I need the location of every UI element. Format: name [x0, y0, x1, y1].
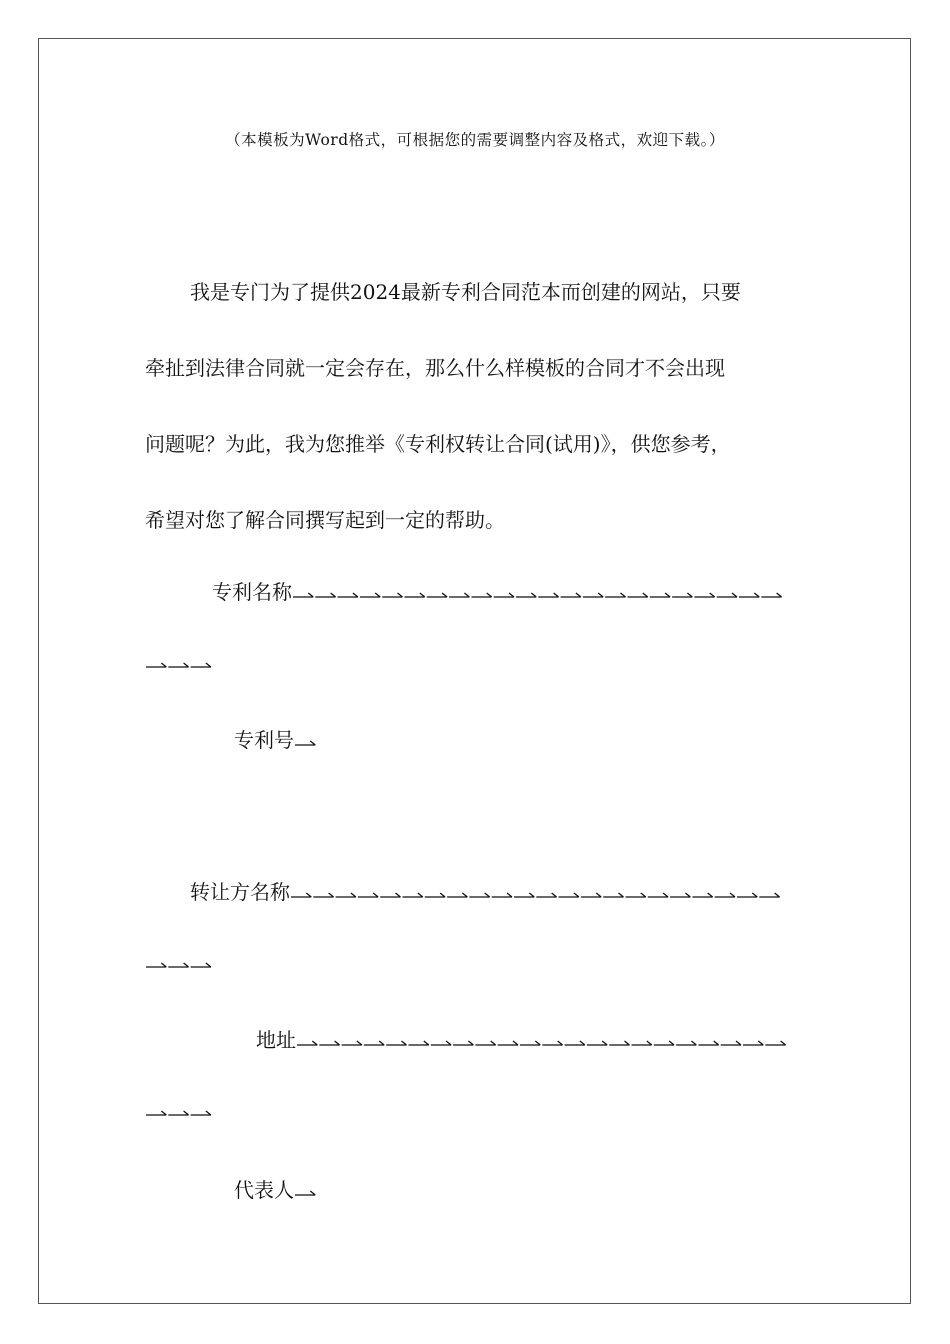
patent-name-field: [212, 576, 785, 605]
arrow-icon: [453, 1041, 473, 1045]
arrow-icon: [319, 1041, 339, 1045]
arrow-icon: [146, 963, 166, 967]
arrow-icon: [431, 1041, 451, 1045]
patent-no-label: 专利号: [234, 728, 294, 752]
arrow-icon: [761, 593, 781, 597]
arrow-icon: [168, 1111, 188, 1115]
intro-line-3: 问题呢？为此，我为您推举《专利权转让合同(试用)》，供您参考，: [145, 432, 731, 456]
arrow-icon: [295, 1191, 315, 1195]
address-field: [256, 1024, 789, 1053]
patent-name-label: 专利名称: [212, 580, 292, 604]
arrow-icon: [715, 893, 735, 897]
arrow-icon: [146, 1111, 166, 1115]
address-continuation: [145, 1098, 214, 1122]
fill-arrows: [296, 1037, 789, 1049]
arrow-icon: [737, 893, 757, 897]
arrow-icon: [648, 893, 668, 897]
arrow-icon: [191, 1111, 211, 1115]
arrow-icon: [670, 893, 690, 897]
arrow-icon: [380, 893, 400, 897]
arrow-icon: [338, 593, 358, 597]
arrow-icon: [295, 741, 315, 745]
arrow-icon: [447, 893, 467, 897]
arrow-icon: [293, 593, 313, 597]
patent-no-field: [234, 724, 318, 753]
arrow-icon: [427, 593, 447, 597]
arrow-icon: [628, 593, 648, 597]
patent-name-continuation: [145, 650, 214, 674]
arrow-icon: [626, 893, 646, 897]
arrow-icon: [425, 893, 445, 897]
arrow-icon: [449, 593, 469, 597]
arrow-icon: [405, 593, 425, 597]
arrow-icon: [542, 1041, 562, 1045]
arrow-icon: [654, 1041, 674, 1045]
arrow-icon: [382, 593, 402, 597]
assignor-name-continuation: [145, 950, 214, 974]
arrow-icon: [471, 593, 491, 597]
fill-arrows: [294, 1187, 318, 1199]
arrow-icon: [315, 593, 335, 597]
arrow-icon: [583, 593, 603, 597]
intro-line-4: 希望对您了解合同撰写起到一定的帮助。: [145, 508, 505, 532]
arrow-icon: [498, 1041, 518, 1045]
arrow-icon: [743, 1041, 763, 1045]
arrow-icon: [559, 893, 579, 897]
arrow-icon: [581, 893, 601, 897]
arrow-icon: [168, 963, 188, 967]
arrow-icon: [672, 593, 692, 597]
arrow-icon: [650, 593, 670, 597]
fill-arrows: [145, 659, 214, 671]
arrow-icon: [516, 593, 536, 597]
arrow-icon: [717, 593, 737, 597]
arrow-icon: [538, 593, 558, 597]
arrow-icon: [364, 1041, 384, 1045]
intro-line-2: 牵扯到法律合同就一定会存在，那么什么样模板的合同才不会出现: [145, 356, 725, 380]
intro-line-1: 我是专门为了提供2024最新专利合同范本而创建的网站，只要: [190, 280, 741, 304]
fill-arrows: [292, 589, 785, 601]
arrow-icon: [536, 893, 556, 897]
arrow-icon: [587, 1041, 607, 1045]
arrow-icon: [358, 893, 378, 897]
arrow-icon: [297, 1041, 317, 1045]
arrow-icon: [494, 593, 514, 597]
arrow-icon: [759, 893, 779, 897]
arrow-icon: [603, 893, 623, 897]
arrow-icon: [609, 1041, 629, 1045]
arrow-icon: [632, 1041, 652, 1045]
arrow-icon: [191, 663, 211, 667]
arrow-icon: [403, 893, 423, 897]
arrow-icon: [191, 963, 211, 967]
arrow-icon: [475, 1041, 495, 1045]
arrow-icon: [492, 893, 512, 897]
arrow-icon: [313, 893, 333, 897]
arrow-icon: [692, 893, 712, 897]
arrow-icon: [676, 1041, 696, 1045]
arrow-icon: [386, 1041, 406, 1045]
arrow-icon: [565, 1041, 585, 1045]
fill-arrows: [294, 737, 318, 749]
representative-label: 代表人: [234, 1178, 294, 1202]
arrow-icon: [168, 663, 188, 667]
arrow-icon: [342, 1041, 362, 1045]
arrow-icon: [409, 1041, 429, 1045]
assignor-name-field: [190, 876, 783, 905]
fill-arrows: [145, 1107, 214, 1119]
arrow-icon: [146, 663, 166, 667]
fill-arrows: [145, 959, 214, 971]
arrow-icon: [721, 1041, 741, 1045]
arrow-icon: [739, 593, 759, 597]
representative-field: [234, 1174, 318, 1203]
arrow-icon: [694, 593, 714, 597]
fill-arrows: [290, 889, 783, 901]
arrow-icon: [469, 893, 489, 897]
arrow-icon: [360, 593, 380, 597]
arrow-icon: [291, 893, 311, 897]
arrow-icon: [561, 593, 581, 597]
arrow-icon: [336, 893, 356, 897]
address-label: 地址: [256, 1028, 296, 1052]
assignor-name-label: 转让方名称: [190, 880, 290, 904]
arrow-icon: [520, 1041, 540, 1045]
arrow-icon: [605, 593, 625, 597]
arrow-icon: [514, 893, 534, 897]
template-note: （本模板为Word格式，可根据您的需要调整内容及格式，欢迎下载。）: [225, 131, 725, 149]
arrow-icon: [698, 1041, 718, 1045]
arrow-icon: [765, 1041, 785, 1045]
